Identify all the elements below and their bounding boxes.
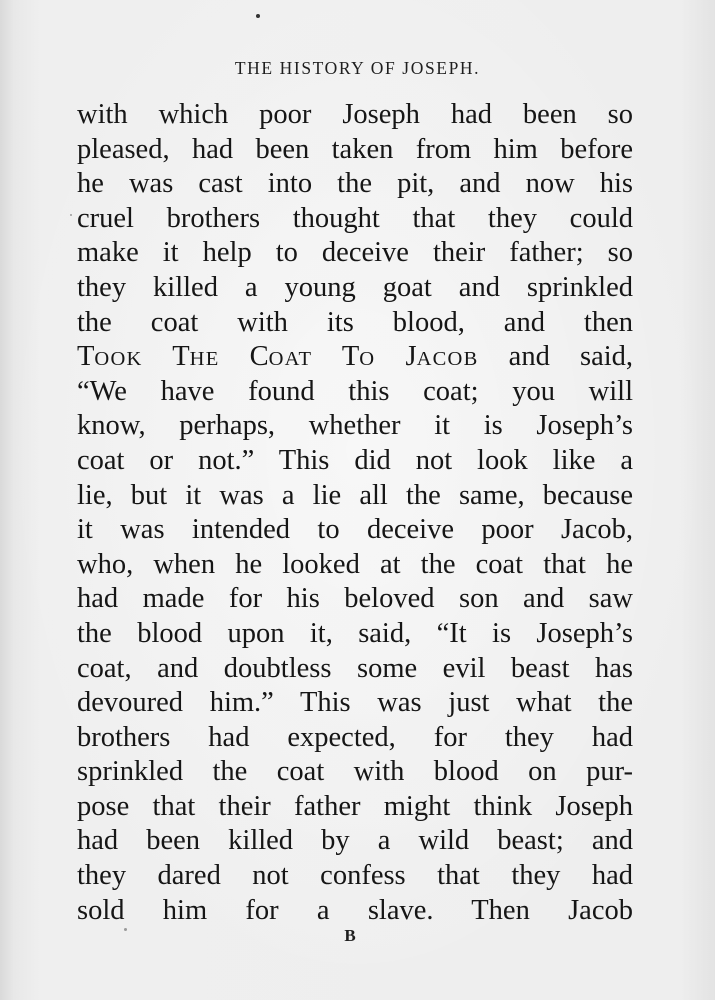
text-line: had been killed by a wild beast; and [77, 825, 633, 857]
text-line: who, when he looked at the coat that he [77, 548, 633, 580]
signature-mark: B [344, 926, 356, 945]
text-line: lie, but it was a lie all the same, because [77, 479, 633, 511]
text-line: know, perhaps, whether it is Joseph’s [77, 410, 633, 442]
body-text [77, 98, 633, 928]
text-line: it was intended to deceive poor Jacob, [77, 514, 633, 546]
text-line: make it help to deceive their father; so [77, 237, 633, 269]
text-line: the blood upon it, said, “It is Joseph’s [77, 617, 633, 649]
text-line: coat, and doubtless some evil beast has [77, 652, 633, 684]
text-line: pleased, had been taken from him before [77, 133, 633, 165]
text-line: they killed a young goat and sprinkled [77, 271, 633, 303]
text-line: “We have found this coat; you will [77, 375, 633, 407]
text-line: with which poor Joseph had been so [77, 99, 633, 130]
text-line: pose that their father might think Joseph [77, 790, 633, 822]
text-line: cruel brothers thought that they could [77, 202, 633, 234]
running-head: THE HISTORY OF JOSEPH. [234, 58, 481, 78]
text-line: TOOK THE COAT TO JACOB and said, [77, 341, 634, 373]
text-line: brothers had expected, for they had [77, 721, 633, 753]
text-line: sprinkled the coat with blood on pur- [77, 756, 633, 788]
ink-speck [70, 214, 72, 216]
text-line: devoured him.” This was just what the [77, 687, 633, 719]
text-line: he was cast into the pit, and now his [77, 168, 633, 200]
text-line: sold him for a slave. Then Jacob [77, 894, 633, 926]
text-line: the coat with its blood, and then [77, 306, 633, 338]
text-line: coat or not.” This did not look like a [77, 444, 633, 476]
ink-dot [256, 14, 260, 18]
text-line: they dared not confess that they had [77, 860, 633, 892]
text-line: had made for his beloved son and saw [77, 583, 633, 615]
